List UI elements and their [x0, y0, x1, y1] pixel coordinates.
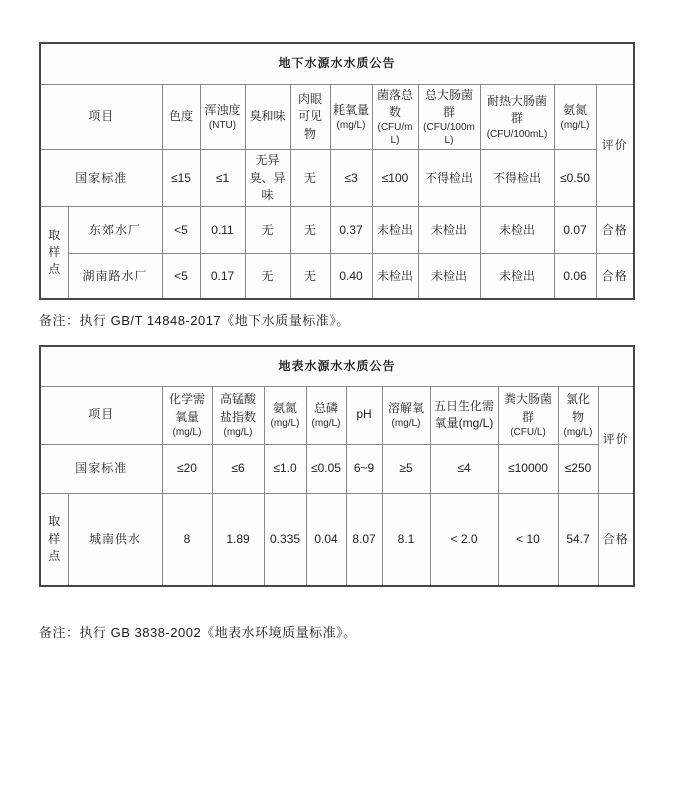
standard-value: ≤3: [330, 150, 372, 207]
column-label: 氨氮: [562, 102, 587, 117]
value-cell: 54.7: [558, 493, 598, 586]
standard-value: ≤10000: [498, 444, 558, 493]
unit-label: (mg/L): [311, 418, 341, 430]
column-label: pH: [356, 407, 372, 422]
column-header-total-coliform: [418, 84, 480, 150]
column-header-thermotolerant-coliform: [480, 84, 554, 150]
column-header-ammonia: [264, 386, 306, 444]
sampling-point-name: 东郊水厂: [68, 207, 162, 254]
column-header-chloride: [558, 386, 598, 444]
column-header-odor: [245, 84, 290, 150]
table-row: [40, 84, 634, 150]
table-row-national-standard: [40, 150, 634, 207]
column-label: 总磷: [313, 400, 338, 415]
value-cell: 0.17: [200, 254, 245, 299]
evaluation-result: 合格: [596, 207, 634, 254]
value-cell: 0.40: [330, 254, 372, 299]
unit-label: (CFU/L): [510, 426, 546, 438]
column-header-cod: [162, 386, 212, 444]
standard-value: ≤6: [212, 444, 264, 493]
value-cell: 无: [290, 207, 330, 254]
sampling-point-name: 湖南路水厂: [68, 254, 162, 299]
column-header-ph: [346, 386, 382, 444]
table-row: [40, 346, 634, 386]
value-cell: 未检出: [418, 207, 480, 254]
value-cell: 0.07: [554, 207, 596, 254]
unit-label: (CFU/100mL): [423, 122, 475, 147]
unit-label: (NTU): [208, 120, 237, 132]
item-header: 项目: [40, 84, 162, 150]
value-cell: <5: [162, 207, 200, 254]
standard-value: 无异臭、异味: [245, 150, 290, 207]
value-cell: 8: [162, 493, 212, 586]
column-label: 粪大肠菌群: [503, 392, 552, 424]
value-cell: 未检出: [480, 254, 554, 299]
table-row: [40, 43, 634, 84]
unit-label: (mg/L): [172, 426, 202, 438]
unit-label: (CFU/mL): [377, 122, 413, 147]
table-row: [40, 386, 634, 444]
column-label: 肉眼可见物: [297, 91, 322, 141]
table-row-national-standard: [40, 444, 634, 493]
column-label: 臭和味: [249, 109, 286, 124]
value-cell: 0.335: [264, 493, 306, 586]
column-label: 氨氮: [272, 400, 297, 415]
groundwater-note: 备注：执行 GB/T 14848-2017《地下水质量标准》。: [39, 313, 350, 328]
surface-water-table-title: 地表水源水水质公告: [40, 346, 634, 386]
standard-value: ≤0.50: [554, 150, 596, 207]
standard-value: ≤4: [430, 444, 498, 493]
surface-water-table: [39, 345, 635, 587]
value-cell: 1.89: [212, 493, 264, 586]
table-row-sampling-point: [40, 207, 634, 254]
standard-value: ≤1.0: [264, 444, 306, 493]
column-header-dissolved-oxygen: [382, 386, 430, 444]
column-label: 五日生化需氧量(mg/L): [433, 398, 494, 430]
value-cell: 无: [245, 254, 290, 299]
evaluation-header: 评价: [596, 84, 634, 207]
column-label: 溶解氧: [387, 400, 424, 415]
sampling-point-label: 取样点: [40, 493, 68, 586]
unit-label: (mg/L): [223, 426, 253, 438]
column-header-visible-matter: [290, 84, 330, 150]
unit-label: (mg/L): [270, 418, 300, 430]
value-cell: 未检出: [480, 207, 554, 254]
unit-label: (CFU/100mL): [486, 128, 548, 140]
groundwater-table-title: 地下水源水水质公告: [40, 43, 634, 84]
evaluation-result: 合格: [596, 254, 634, 299]
column-header-total-phosphorus: [306, 386, 346, 444]
unit-label: (mg/L): [391, 418, 421, 430]
column-header-fecal-coliform: [498, 386, 558, 444]
standard-value: ≤0.05: [306, 444, 346, 493]
column-header-turbidity: [200, 84, 245, 150]
sampling-point-name: 城南供水: [68, 493, 162, 586]
value-cell: 无: [245, 207, 290, 254]
column-label: 氯化物: [565, 392, 590, 424]
standard-label: 国家标准: [40, 150, 162, 207]
standard-value: 不得检出: [480, 150, 554, 207]
groundwater-table: [39, 42, 635, 300]
table-row-sampling-point: [40, 493, 634, 586]
column-header-oxygen-consumption: [330, 84, 372, 150]
evaluation-header: 评价: [598, 386, 634, 493]
value-cell: <5: [162, 254, 200, 299]
standard-value: ≤1: [200, 150, 245, 207]
unit-label: (mg/L): [563, 426, 593, 438]
value-cell: 0.06: [554, 254, 596, 299]
column-label: 浑浊度: [204, 102, 241, 117]
column-header-ammonia: [554, 84, 596, 150]
table-row-sampling-point: [40, 254, 634, 299]
value-cell: 0.37: [330, 207, 372, 254]
column-label: 化学需氧量: [168, 392, 205, 424]
value-cell: 8.1: [382, 493, 430, 586]
value-cell: 未检出: [372, 207, 418, 254]
unit-label: (mg/L): [560, 120, 590, 132]
column-label: 菌落总数: [376, 87, 413, 119]
evaluation-result: 合格: [598, 493, 634, 586]
column-header-color: [162, 84, 200, 150]
column-header-bod5: [430, 386, 498, 444]
column-label: 高锰酸盐指数: [219, 392, 256, 424]
value-cell: 0.11: [200, 207, 245, 254]
standard-value: 6~9: [346, 444, 382, 493]
sampling-point-label: 取样点: [40, 207, 68, 299]
standard-value: 无: [290, 150, 330, 207]
standard-value: ≥5: [382, 444, 430, 493]
value-cell: 无: [290, 254, 330, 299]
standard-value: 不得检出: [418, 150, 480, 207]
standard-value: ≤250: [558, 444, 598, 493]
column-label: 总大肠菌群: [424, 87, 473, 119]
standard-label: 国家标准: [40, 444, 162, 493]
unit-label: (mg/L): [336, 120, 366, 132]
surface-water-note: 备注：执行 GB 3838-2002《地表水环境质量标准》。: [39, 625, 357, 640]
value-cell: 未检出: [418, 254, 480, 299]
item-header: 项目: [40, 386, 162, 444]
value-cell: < 10: [498, 493, 558, 586]
column-label: 耐热大肠菌群: [486, 94, 547, 126]
column-label: 耗氧量: [332, 102, 369, 117]
column-header-colony-count: [372, 84, 418, 150]
column-label: 色度: [168, 109, 193, 124]
value-cell: 8.07: [346, 493, 382, 586]
standard-value: ≤20: [162, 444, 212, 493]
column-header-permanganate-index: [212, 386, 264, 444]
value-cell: 0.04: [306, 493, 346, 586]
standard-value: ≤15: [162, 150, 200, 207]
standard-value: ≤100: [372, 150, 418, 207]
value-cell: < 2.0: [430, 493, 498, 586]
value-cell: 未检出: [372, 254, 418, 299]
